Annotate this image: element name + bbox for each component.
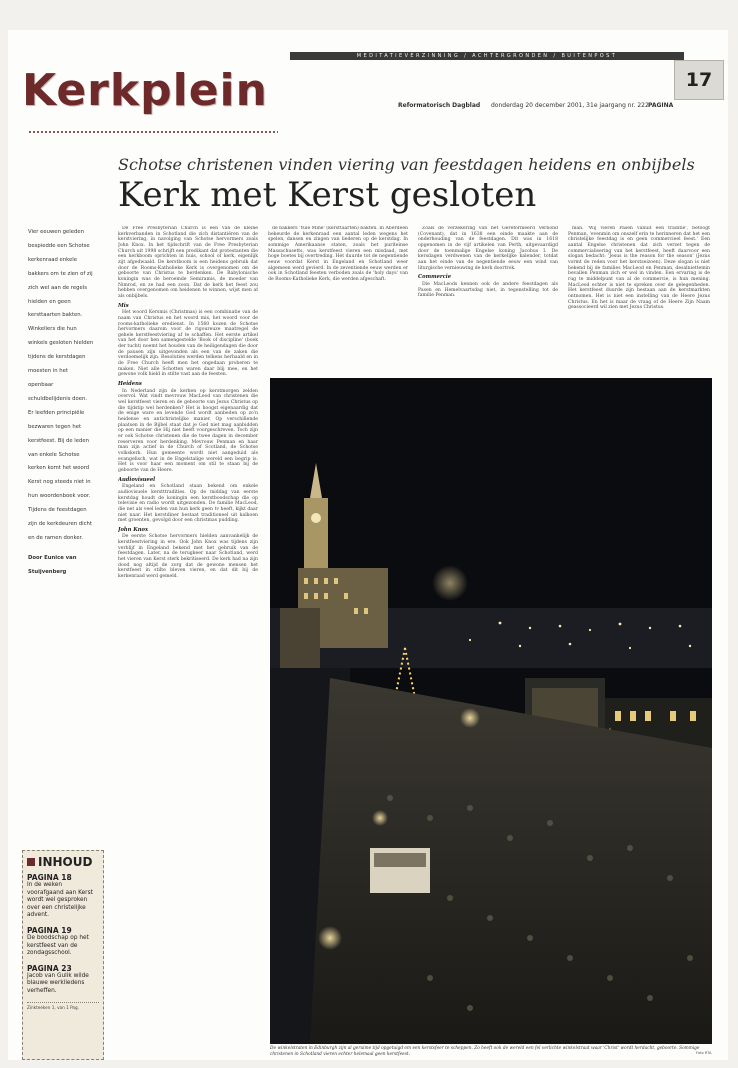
subheading: Heidens: [118, 381, 142, 388]
photo-caption: De winkelstraten in Edinburgh zijn al geruime tijd opgetuigd om een kerstsfeer te scheppen. Zo heeft ook de wereld een fel verlichte winkelstraat waar 'Christ' wordt herdacht, geboorte. Sommige christenen in Schotland vieren echter helemaal geen kerstfeest.: [270, 1046, 700, 1057]
article-column-4: [568, 226, 710, 374]
subheading: Commercie: [418, 274, 452, 281]
page-number-tab: [674, 60, 724, 100]
edinburgh-night-photo: [270, 378, 712, 1044]
body-paragraph: man. 'Wij vieren Pasen vanuit een traditie', betoogt Penman, 'evenmin om onszelf erin te herinneren dat het een christelijke feestdag is en geen commercieel feest.' Een aantal Engelse christenen dat zich verzet tegen de commercialisering van het kerstfeest, heeft daarvoor een slogan bedacht: 'Jesus is the reason for the season' (Jezus vormt de reden voor het kerstseizoen). Deze slogan is niet bekend bij de families MacLeod en Penman, desalniettemin bevallen Penman zich er wel in vinden. Een ervaring is de rug te middelpunt van al de commercie, is hun mening. MacLeod echter is niet te spreken over de gelegenheden. Het kerstfeest duurde zijn bestaan aan de kerstmarkten ontnomen. Het is niet een instelling van de Heere Jezus Christus. En het is maar de vraag of de Heere Zijn Naam geassocieerd wil zien met Jezus Christus.: [568, 226, 710, 311]
contents-page-ref: PAGINA 19: [27, 925, 72, 935]
contents-page-ref: PAGINA 18: [27, 873, 72, 882]
contents-footer: Zinkteeken 1, van 1 Pag.: [27, 1002, 99, 1010]
contents-title: INHOUD: [27, 855, 99, 869]
body-paragraph: In Nederland zijn de kerken op kerstmorgen zelden overvol. Wat vindt mevrouw MacLeod van christenen die wel kerstfeest vieren en de geboorte van Jezus Christus op die tijdstip wel herdenken? Het is hoogst eigenaardig dat de enige ware en levende God wordt aanbeden op zo'n heidense en antichristelijke manier. Op verschillende plaatsen in de Bijbel staat dat je God niet mag aanbidden op een manier die Hij niet heeft voorgeschreven. Toch zijn er ook Schotse christenen die de twee dagen in december reserveren voor herdenking. Mevrouw Penman en haar man zijn actief in de Church of Scotland, de Schotse volkskerk. Hun gemeente wordt niet aangeduid als evangelisch, wat in de Engelstalige wereld een begrip is. Het is voor haar een moment om stil te staan bij de geboorte van de Heere.: [118, 388, 258, 473]
body-paragraph: De Free Presbyterian Church is een van de kleine kerkverbanden in Schotland die zich distantiëren van de kerstviering, in navolging van Schotse hervormers zoals John Knox. In het tijdschrift van de Free Presbyterian Church uit 1998 schrijft een predikant dat protestanten die een kerkboom oprichten in huis, school of kerk, eigenlijk zijt afgedwaald. De kerstboom is een heidens gebruik dat door de Rooms-Katholieke Kerk is overgenomen om de geboorte van Christus te herdenken. De Babylonische koningin was de beroemde Semiramis, de moeder van Nimrod, en ze had een zoon. Dat de kerk het feest zou hebben overgenomen om heidenen te winnen, wijst men af als onbijbels.: [118, 226, 258, 299]
body-paragraph: Zoals de verzekering van het Gereformeerd Verbond (Covenant), dat in 1638 een einde maakte aan de onderhouding van de feestdagen. Dit was in 1618 opgenomen in de vijf artikelen van Perth, uitgevaardigd door de toenmalige Engelse koning Jacobus I. De kersdagen verdwenen van de kerkelijke kalender, totdat aan het einde van de negentiende eeuw een wind van liturgische vernieuwing de kerk doortrok.: [418, 226, 558, 271]
article-intro: [28, 226, 94, 580]
body-paragraph: Engeland en Schotland staan bekend om enkele audiovisuele kerstttradities. Op de middag van eerste kerstdag houdt de koningin een kerstboodschap die op televisie en radio wordt uitgezonden. De familie MacLeod, die net als veel leden van hun kerk geen tv heeft, kijkt daar niet naar. Het kerstdiner bestaat traditioneel uit kalkoen met groenten, gevolgd door een christmas pudding.: [118, 484, 258, 524]
photo-credit: Foto RTA: [696, 1051, 712, 1055]
newspaper-page: [8, 30, 728, 1060]
photo-illustration: [270, 378, 712, 1044]
dateline: donderdag 20 december 2001, 31e jaargang nr. 222: [491, 102, 649, 109]
page-number: 17: [685, 69, 713, 91]
section-rubric-strip: MEDITATIEVERZINNING / ACHTERGRONDEN / BUITENPOST: [290, 52, 684, 60]
article-column-1: [118, 226, 258, 1036]
contents-text: De boodschap op het kerstfeest van de zondagsschool.: [27, 934, 89, 957]
article-headline: Kerk met Kerst gesloten: [118, 175, 537, 215]
subheading: John Knox: [118, 526, 149, 533]
contents-text: Jacob van Gulik wilde blauwe werkliedens verheffen.: [27, 972, 89, 994]
contents-item[interactable]: [27, 873, 99, 920]
article-byline: Door Eunice van Stuijvenberg: [28, 554, 77, 575]
article-kicker: Schotse christenen vinden viering van feestdagen heidens en onbijbels: [118, 155, 695, 174]
subheading: Mis: [118, 302, 129, 309]
paper-name: Reformatorisch Dagblad: [398, 102, 481, 109]
body-paragraph: Die MacLeods kennen ook de andere feestdagen als Pasen en Hemelvaartsdag niet, in tegenstelling tot de familie Penman.: [418, 281, 558, 299]
contents-text: In de weken voorafgaand aan Kerst wordt wel gesproken over een christelijke advent.: [27, 882, 93, 919]
intro-text: Vier eeuwen geleden bespiedde een Schotse kerkenraad enkele bakkers om te zien of zij zich wel aan de regels hielden en geen kersttaarten bakten. Winkeliers die hun winkels gesloten hielden tijdens de kerstdagen moesten in het openbaar schuldbelijdenis doen. Er leefden principiële bezwaren tegen het kerstfeest. Bij de leden van enkele Schotse kerken komt het woord Kerst nog steeds niet in hun woordenboek voor. Tijdens de feestdagen zijn de kerkdeuren dicht en de ramen donker.: [28, 229, 94, 541]
page-label: PAGINA: [648, 102, 674, 109]
subheading: Audiovisueel: [118, 476, 156, 483]
article-column-2: [268, 226, 408, 374]
contents-box: [22, 850, 104, 1060]
contents-item[interactable]: [27, 926, 99, 958]
contents-page-ref: PAGINA 23: [27, 963, 72, 973]
contents-item[interactable]: [27, 964, 99, 996]
body-paragraph: Het woord Kersmis (Christmas) is een combinatie van de naam van Christus en het woord mis, het woord voor de rooms-katholieke eredienst. In 1560 kozen de Schotse hervormers daarom voor de rigoureuze maatregel de gehele kerstfeestviering af te schaffen. Het eerste artikel van het door hen samengestelde 'Book of discipline' (boek der tucht) noemt het houden van de heiligendagen die door de pausen zijn uitgevonden als een van de zaken die verdoemelijk zijn. Resoluties werden telkens herhaald en in de Free Church heeft men het ongedaan proberen te maken. Niet alle Schotten waren daar blij mee, en het gewone volk hield in stilte vast aan de feesten.: [118, 310, 258, 378]
section-masthead: Kerkplein: [22, 65, 268, 116]
body-paragraph: De eerste Schotse hervormers hielden aanvankelijk de kerstfeestviering in ere. Ook John Knox was tijdens zijn verblijf in Engeland bekend met het gebruik van de feestdagen. Later, na de terugkeer naar Schotland, werd het vieren van Kerst sterk bekritiseerd. De kerk had na zijn dood nog altijd de zorg dat de gewone mensen het kerstfeest in stilte bleven vieren, en dat dit bij de kerkenraad werd gemeld.: [118, 534, 258, 580]
article-column-3: [418, 226, 558, 374]
body-paragraph: de bakkers 'Yule Mine' (kersttaarten) bakten. In Aberdeen bekeurde de kerkenraad een aantal leden wegens het spelen, dansen en zingen van liederen op de kerstdag. In sommige Amerikaanse staten, zoals het puriteinse Massachusetts, was kerstfeest vieren een misdaad, met hoge boetes bij overtreding. Het duurde tot de negentiende eeuw voordat Kerst in Engeland en Schotland weer algemeen werd gevierd. In de zeventiende eeuw werden er ook in Schotland feesten verboden zoals de 'holy days' van de Rooms-Katholieke Kerk, die werden afgeschaft.: [268, 226, 408, 282]
dotted-rule: [28, 131, 278, 133]
